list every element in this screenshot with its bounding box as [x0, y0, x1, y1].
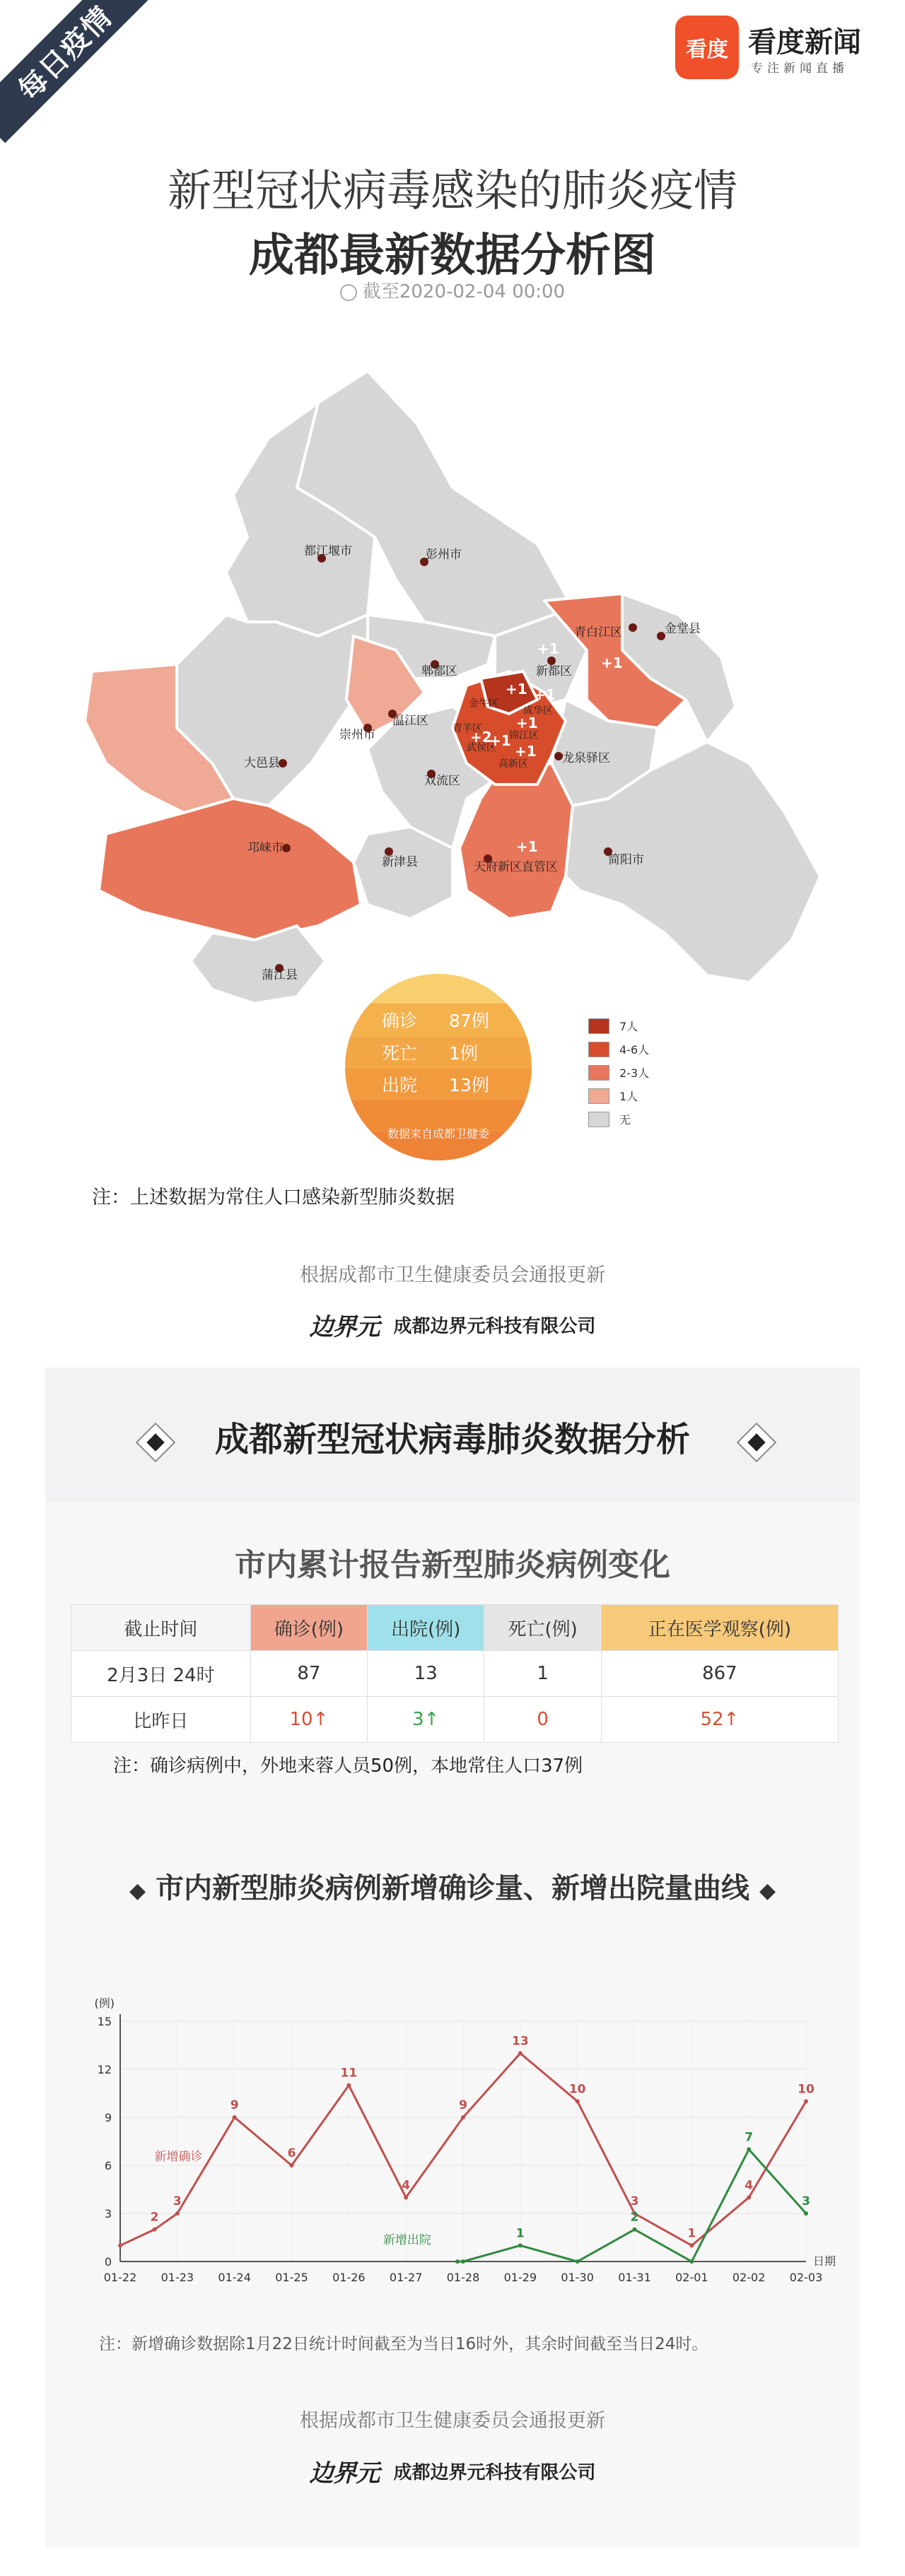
- change-tianfu: +1: [516, 838, 538, 855]
- change-xindu: +1: [537, 640, 559, 657]
- legend-swatch: [588, 1088, 609, 1104]
- th-discharged: 出院(例): [368, 1605, 484, 1651]
- data-label-discharged: 3: [802, 2194, 810, 2209]
- headline-line1: 新型冠状病毒感染的肺炎疫情: [167, 165, 737, 216]
- y-tick-label: 12: [97, 2063, 112, 2076]
- legend-item: [588, 1061, 649, 1084]
- th-time: 截止时间: [71, 1605, 251, 1651]
- label-gaoxin: 高新区: [498, 758, 528, 770]
- data-label-confirmed: 10: [798, 2082, 814, 2097]
- data-label-confirmed: 1: [687, 2226, 696, 2241]
- summary-death-label: 死亡: [382, 1043, 418, 1064]
- change-jinjiang: +1: [516, 714, 538, 731]
- data-point: [689, 2259, 694, 2264]
- data-point: [576, 2099, 580, 2103]
- label-pidu: 郫都区: [421, 664, 457, 678]
- series-name-confirmed: 新增确诊: [154, 2150, 203, 2165]
- table-title: 市内累计报告新型肺炎病例变化: [235, 1547, 670, 1583]
- headline-line2: 成都最新数据分析图: [249, 230, 656, 282]
- th-observation: 正在医学观察(例): [601, 1605, 838, 1651]
- summary-discharged-label: 出院: [382, 1075, 418, 1095]
- data-point: [118, 2243, 122, 2247]
- label-wuhou: 武侯区: [467, 742, 496, 753]
- company-name-1: 成都边界元科技有限公司: [393, 1316, 596, 1337]
- data-point: [689, 2243, 694, 2247]
- data-point: [518, 2051, 522, 2055]
- table-row: [71, 1651, 839, 1697]
- cell-compare-death: 0: [484, 1697, 601, 1743]
- summary-confirmed-label: 确诊: [382, 1011, 418, 1031]
- summary-death-value: 1例: [449, 1043, 478, 1064]
- x-tick-label: 02-03: [789, 2271, 823, 2284]
- label-jintang: 金堂县: [665, 622, 701, 636]
- summary-confirmed-value: 87例: [449, 1011, 489, 1031]
- legend-label: 7人: [619, 1020, 638, 1033]
- data-point: [153, 2228, 157, 2232]
- legend-swatch: [588, 1065, 609, 1081]
- data-label-confirmed: 4: [402, 2178, 411, 2193]
- label-jianyang: 简阳市: [608, 853, 644, 867]
- y-tick-label: 6: [104, 2159, 112, 2172]
- x-tick-label: 01-27: [389, 2271, 423, 2284]
- data-label-discharged: 1: [515, 2226, 525, 2241]
- data-label-confirmed: 2: [150, 2210, 159, 2225]
- label-qionglai: 邛崃市: [247, 841, 284, 855]
- data-label-discharged: 7: [745, 2130, 754, 2145]
- y-tick-label: 9: [104, 2111, 112, 2124]
- app-logo-icon: 看度: [675, 16, 739, 79]
- data-point: [518, 2243, 522, 2247]
- region-pujiang: [191, 926, 325, 1004]
- cell-death: 1: [484, 1651, 601, 1697]
- label-jinniu: 金牛区: [469, 698, 498, 710]
- cell-compare-observation: 52↑: [601, 1697, 838, 1743]
- label-chongzhou: 崇州市: [339, 728, 375, 742]
- cell-compare-label: 比昨日: [71, 1697, 251, 1743]
- legend-swatch: [588, 1042, 609, 1057]
- chart-title: [0, 1866, 905, 1906]
- brand-name: 看度新闻: [748, 26, 861, 59]
- legend-item: [588, 1107, 649, 1131]
- data-point: [747, 2195, 751, 2199]
- label-dayi: 大邑县: [244, 756, 280, 770]
- change-jinniu: +1: [506, 681, 527, 698]
- label-qingyang: 青羊区: [452, 723, 482, 734]
- data-point: [233, 2115, 237, 2119]
- change-qingbaijiang: +1: [601, 654, 623, 671]
- legend-label: 1人: [619, 1090, 638, 1103]
- source-line-1: 根据成都市卫生健康委员会通报更新: [300, 1264, 605, 1286]
- data-point: [461, 2259, 465, 2264]
- data-point: [346, 2083, 351, 2088]
- data-label-confirmed: 10: [568, 2082, 586, 2097]
- data-label-confirmed: 13: [511, 2034, 529, 2049]
- change-wuhou: +1: [489, 732, 511, 749]
- x-tick-label: 02-01: [675, 2271, 708, 2284]
- data-point: [455, 2259, 460, 2264]
- cell-observation: 867: [601, 1651, 838, 1697]
- data-point: [461, 2115, 465, 2119]
- data-label-discharged: 2: [630, 2210, 639, 2225]
- x-tick-label: 01-28: [446, 2271, 480, 2284]
- brand-tagline: 专注新闻直播: [751, 61, 848, 76]
- summary-discharged-value: 13例: [449, 1075, 489, 1095]
- label-jinjiang: 锦江区: [509, 730, 539, 741]
- th-death: 死亡(例): [484, 1605, 601, 1651]
- as-of-time: [0, 277, 905, 303]
- data-point: [804, 2211, 808, 2216]
- label-qingbaijiang: 青白江区: [574, 625, 622, 640]
- legend-item: [588, 1014, 649, 1037]
- series-name-discharged: 新增出院: [383, 2233, 431, 2248]
- label-pujiang: 蒲江县: [262, 968, 298, 982]
- table-row: [71, 1697, 839, 1743]
- legend-item: [588, 1037, 649, 1061]
- cell-discharged: 13: [368, 1651, 484, 1697]
- x-tick-label: 01-22: [103, 2271, 137, 2284]
- company-logo-icon: 边界元: [309, 2459, 380, 2488]
- label-tianfu: 天府新区直管区: [474, 860, 558, 874]
- x-tick-label: 01-30: [561, 2271, 594, 2284]
- change-chenghua: +1: [534, 686, 556, 703]
- label-shuangliu: 双流区: [424, 774, 460, 788]
- x-tick-label: 01-23: [160, 2271, 194, 2284]
- table-note: 注：确诊病例中，外地来蓉人员50例，本地常住人口37例: [113, 1755, 583, 1777]
- data-label-confirmed: 3: [173, 2194, 182, 2209]
- x-axis-label: 日期: [813, 2254, 836, 2268]
- data-point: [747, 2147, 751, 2151]
- data-label-confirmed: 9: [459, 2098, 467, 2112]
- daily-epidemic-ribbon: 每日疫情: [0, 0, 155, 143]
- label-wenjiang: 温江区: [392, 714, 428, 728]
- data-point: [804, 2099, 808, 2103]
- data-point: [576, 2259, 580, 2264]
- data-point: [633, 2228, 637, 2232]
- label-chenghua: 成华区: [523, 705, 553, 717]
- company-credit-2: [0, 2454, 905, 2488]
- cell-time: 2月3日 24时: [71, 1651, 251, 1697]
- map-legend: [588, 1014, 649, 1131]
- th-confirmed: 确诊(例): [250, 1605, 367, 1651]
- source-line-2: 根据成都市卫生健康委员会通报更新: [300, 2410, 605, 2432]
- x-tick-label: 01-25: [275, 2271, 308, 2284]
- data-point: [175, 2211, 180, 2216]
- map-note: 注：上述数据为常住人口感染新型肺炎数据: [92, 1187, 455, 1208]
- company-name-2: 成都边界元科技有限公司: [393, 2462, 596, 2483]
- change-gaoxin: +1: [515, 743, 537, 760]
- x-tick-label: 01-24: [218, 2271, 251, 2284]
- cell-compare-discharged: 3↑: [368, 1697, 484, 1743]
- legend-item: [588, 1084, 649, 1107]
- clock-icon: [340, 284, 357, 301]
- section-title: 成都新型冠状病毒肺炎数据分析: [214, 1420, 690, 1459]
- x-tick-label: 01-31: [618, 2271, 651, 2284]
- x-tick-label: 01-29: [503, 2271, 537, 2284]
- summary-badge: [332, 972, 544, 1163]
- x-tick-label: 01-26: [332, 2271, 366, 2284]
- label-xindu: 新都区: [536, 664, 572, 678]
- company-logo-icon: 边界元: [309, 1313, 380, 1341]
- legend-label: 无: [619, 1113, 631, 1127]
- legend-swatch: [588, 1112, 609, 1127]
- data-label-confirmed: 4: [745, 2178, 754, 2193]
- cell-compare-confirmed: 10↑: [250, 1697, 367, 1743]
- company-credit-1: [0, 1307, 905, 1342]
- diamond-bullet-left-icon: ◆: [129, 1878, 146, 1903]
- data-label-confirmed: 9: [230, 2098, 239, 2112]
- data-label-confirmed: 11: [340, 2066, 358, 2081]
- as-of-text: 截至2020-02-04 00:00: [362, 281, 566, 302]
- chart-note: 注：新增确诊数据除1月22日统计时间截至为当日16时外，其余时间截至当日24时。: [99, 2335, 708, 2353]
- legend-swatch: [588, 1018, 609, 1034]
- case-table: [71, 1604, 839, 1743]
- data-point: [290, 2163, 294, 2168]
- data-point: [404, 2195, 408, 2199]
- label-xinjin: 新津县: [382, 855, 418, 869]
- summary-source: 数据来自成都卫健委: [387, 1127, 490, 1141]
- line-chart: [71, 1986, 848, 2304]
- label-dujiangyan: 都江堰市: [304, 544, 352, 558]
- y-tick-label: 15: [97, 2015, 112, 2028]
- cell-confirmed: 87: [250, 1651, 367, 1697]
- y-tick-label: 0: [104, 2255, 112, 2269]
- label-longquanyi: 龙泉驿区: [562, 751, 610, 765]
- region-qionglai: [99, 799, 361, 940]
- chart-title-text: 市内新型肺炎病例新增确诊量、新增出院量曲线: [156, 1872, 749, 1905]
- x-tick-label: 02-02: [732, 2271, 766, 2284]
- y-axis-label: (例): [94, 1996, 115, 2010]
- legend-label: 4-6人: [619, 1043, 650, 1057]
- diamond-bullet-right-icon: ◆: [759, 1878, 776, 1903]
- legend-label: 2-3人: [619, 1066, 650, 1080]
- y-tick-label: 3: [104, 2207, 112, 2221]
- label-pengzhou: 彭州市: [426, 548, 462, 562]
- data-label-confirmed: 3: [630, 2194, 639, 2209]
- data-label-confirmed: 6: [287, 2146, 296, 2160]
- change-qingyang: +2: [470, 729, 492, 746]
